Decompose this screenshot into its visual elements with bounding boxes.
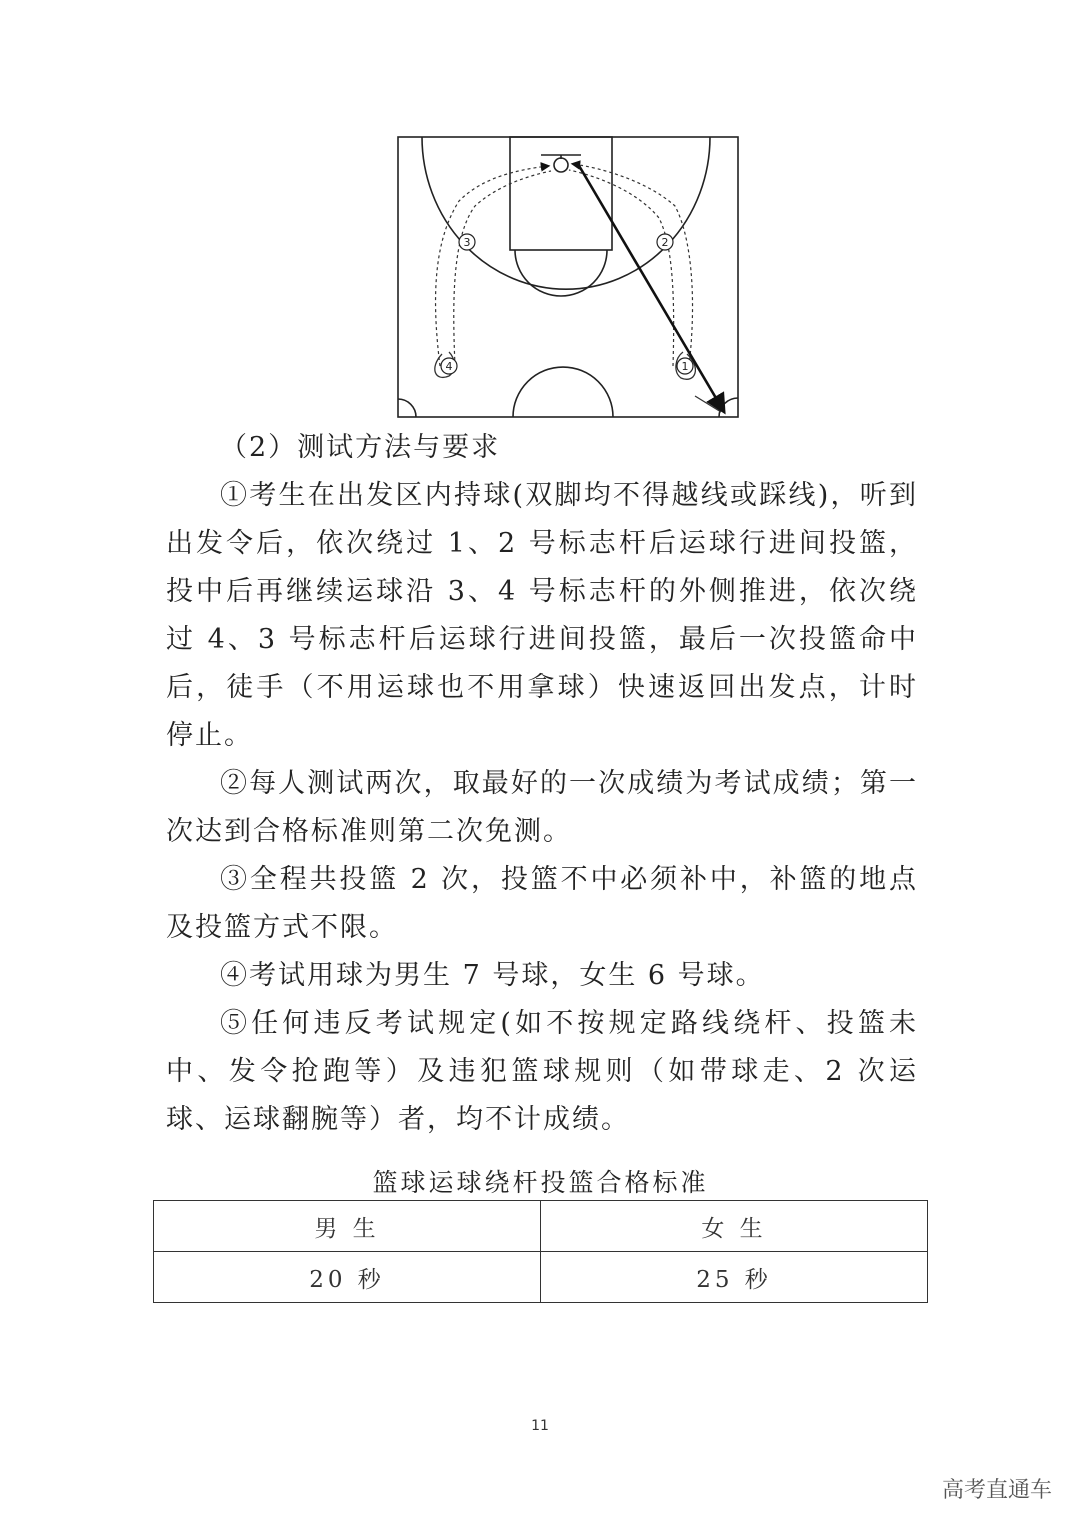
value-female: 25 秒 bbox=[541, 1252, 928, 1303]
header-male: 男 生 bbox=[154, 1201, 541, 1252]
page-number: 11 bbox=[531, 1418, 549, 1434]
header-female: 女 生 bbox=[541, 1201, 928, 1252]
value-male: 20 秒 bbox=[154, 1252, 541, 1303]
paragraph-2: ②每人测试两次，取最好的一次成绩为考试成绩；第一次达到合格标准则第二次免测。 bbox=[166, 768, 918, 847]
marker-4 bbox=[441, 358, 457, 374]
marker-1 bbox=[677, 358, 693, 374]
paragraph-5: ⑤任何违反考试规定(如不按规定路线绕杆、投篮未中、发令抢跑等）及违犯篮球规则（如带球走、2 次运球、运球翻腕等）者，均不计成绩。 bbox=[166, 1008, 918, 1135]
marker-3-label: 3 bbox=[463, 236, 471, 249]
watermark: 高考直通车 bbox=[941, 1478, 1052, 1503]
marker-2-label: 2 bbox=[661, 236, 669, 249]
marker-4-label: 4 bbox=[445, 360, 453, 373]
marker-3 bbox=[459, 234, 475, 250]
section-heading: （2）测试方法与要求 bbox=[220, 432, 501, 463]
paragraph-4: ④考试用球为男生 7 号球，女生 6 号球。 bbox=[220, 960, 765, 991]
paragraph-1: ①考生在出发区内持球(双脚均不得越线或踩线)，听到出发令后，依次绕过 1、2 号标志杆后运球行进间投篮，投中后再继续运球沿 3、4 号标志杆的外侧推进，依次绕过 4、3 号标志杆后运球行进间投篮，最后一次投篮命中后，徒手（不用运球也不用拿球）快速返回出发点，计时停止。 bbox=[166, 480, 918, 751]
body-text bbox=[166, 424, 918, 1144]
basketball-court-diagram bbox=[397, 136, 739, 418]
marker-2 bbox=[657, 234, 673, 250]
table-title: 篮球运球绕杆投篮合格标准 bbox=[372, 1168, 709, 1197]
marker-1-label: 1 bbox=[681, 360, 689, 373]
paragraph-3: ③全程共投篮 2 次，投篮不中必须补中，补篮的地点及投篮方式不限。 bbox=[166, 864, 918, 943]
table-header-row bbox=[154, 1201, 928, 1252]
standards-table bbox=[153, 1200, 928, 1303]
table-row bbox=[154, 1252, 928, 1303]
